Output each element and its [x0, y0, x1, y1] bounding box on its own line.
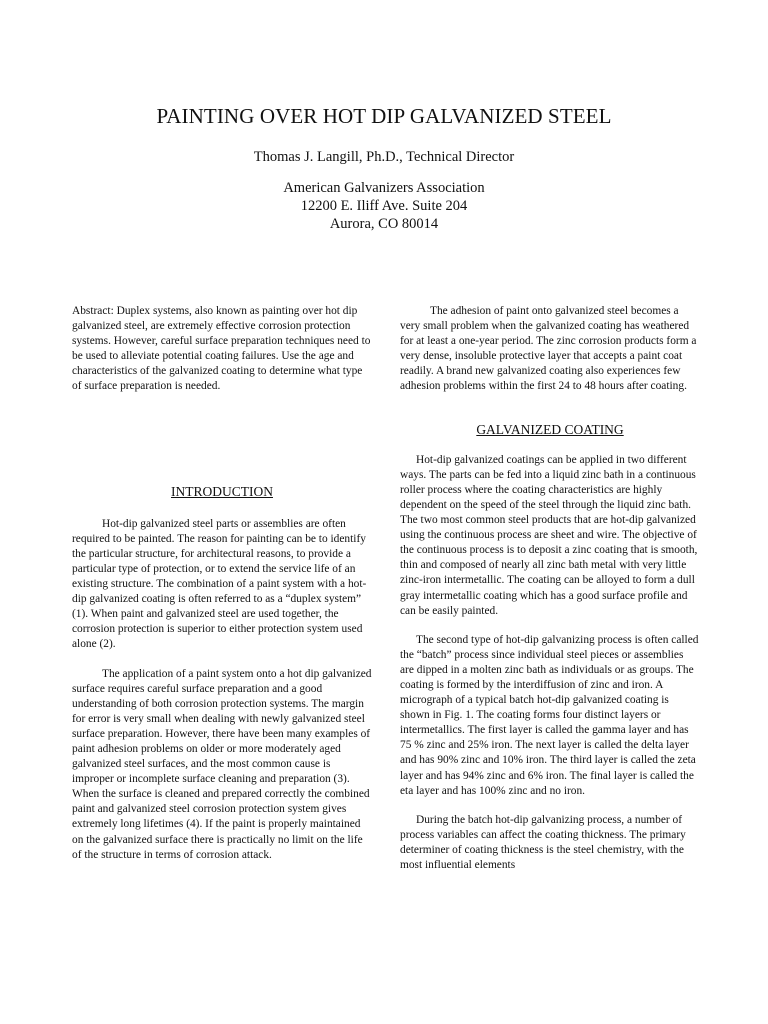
affiliation-street: 12200 E. Iliff Ave. Suite 204 — [300, 198, 468, 214]
paper-title: PAINTING OVER HOT DIP GALVANIZED STEEL — [156, 104, 612, 128]
affiliation-org: American Galvanizers Association — [283, 180, 485, 196]
abstract-paragraph: Abstract: Duplex systems, also known as painting over hot dip galvanized steel, are extremely effective corrosion protection systems. However, careful surface preparation techniques need to be used to alleviate potential coating failures. Use the age and characteristics of the galvanized coating to determine what type of surface preparation is needed. — [72, 305, 371, 393]
galvanized-paragraph-3: During the batch hot-dip galvanizing process, a number of process variables can affect the coating thickness. The primary determiner of coating thickness is the steel chemistry, with the most influential elements — [400, 813, 686, 871]
introduction-heading: INTRODUCTION — [171, 483, 273, 499]
adhesion-paragraph: The adhesion of paint onto galvanized steel becomes a very small problem when the galvanized coating has weathered for at least a one-year period. The zinc corrosion products form a very dense, insoluble protective layer that accepts a paint coat readily. A brand new galvanized coating also experiences few adhesion problems within the first 24 to 48 hours after coating. — [400, 305, 697, 393]
intro-paragraph-1: Hot-dip galvanized steel parts or assemblies are often required to be painted. The reason for painting can be to identify the particular structure, for architectural reasons, to provide a particular type of protection, or to extend the service life of an existing structure. The combination of a paint system with a hot-dip galvanized coating is often referred to as a “duplex system” (1). When paint and galvanized steel are used together, the corrosion protection is superior to either protection system used alone (2). — [72, 517, 367, 651]
galvanized-coating-heading: GALVANIZED COATING — [476, 421, 624, 437]
galvanized-paragraph-1: Hot-dip galvanized coatings can be applied in two different ways. The parts can be fed into a liquid zinc bath in a continuous roller process where the coating characteristics are highly dependent on the speed of the steel through the liquid zinc bath. The two most common steel products that are hot-dip galvanized using the continuous process are sheet and wire. The objective of the continuous process is to deposit a zinc coating that is smooth, thin and composed of nearly all zinc bath metal with very little zinc-iron intermetallic. The coating can be alloyed to form a dull gray intermetallic coating which has a good surface profile and can be easily painted. — [400, 453, 698, 617]
affiliation-block — [0, 179, 768, 233]
affiliation-city: Aurora, CO 80014 — [329, 216, 439, 232]
left-column — [72, 304, 372, 863]
intro-paragraph-2: The application of a paint system onto a hot dip galvanized surface requires careful surface preparation and a good understanding of both corrosion protection systems. The margin for error is very small when dealing with newly galvanized steel surface preparation. However, there have been many examples of paint adhesion problems on older or more moderately aged galvanized steel surfaces, and the most common cause is improper or incomplete surface cleaning and preparation (3). When the surface is cleaned and prepared correctly the combined paint and galvanized steel corrosion protection system gives extremely long lifetimes (4). If the paint is properly maintained on the galvanized surface there is practically no limit on the life of the structure in terms of corrosion attack. — [72, 667, 372, 861]
galvanized-paragraph-2: The second type of hot-dip galvanizing process is often called the “batch” process since individual steel pieces or assemblies are dipped in a molten zinc bath as individuals or as groups. The coating is formed by the interdiffusion of zinc and iron. A micrograph of a typical batch hot-dip galvanized coating is shown in Fig. 1. The coating forms four distinct layers or intermetallics. The first layer is called the gamma layer and has 75 % zinc and 25% iron. The next layer is called the delta layer and has 90% zinc and 10% iron. The third layer is called the zeta layer and has 94% zinc and 6% iron. The final layer is called the eta layer and has 100% zinc and no iron. — [400, 633, 699, 797]
author-line: Thomas J. Langill, Ph.D., Technical Director — [253, 149, 515, 165]
right-column — [400, 304, 700, 873]
